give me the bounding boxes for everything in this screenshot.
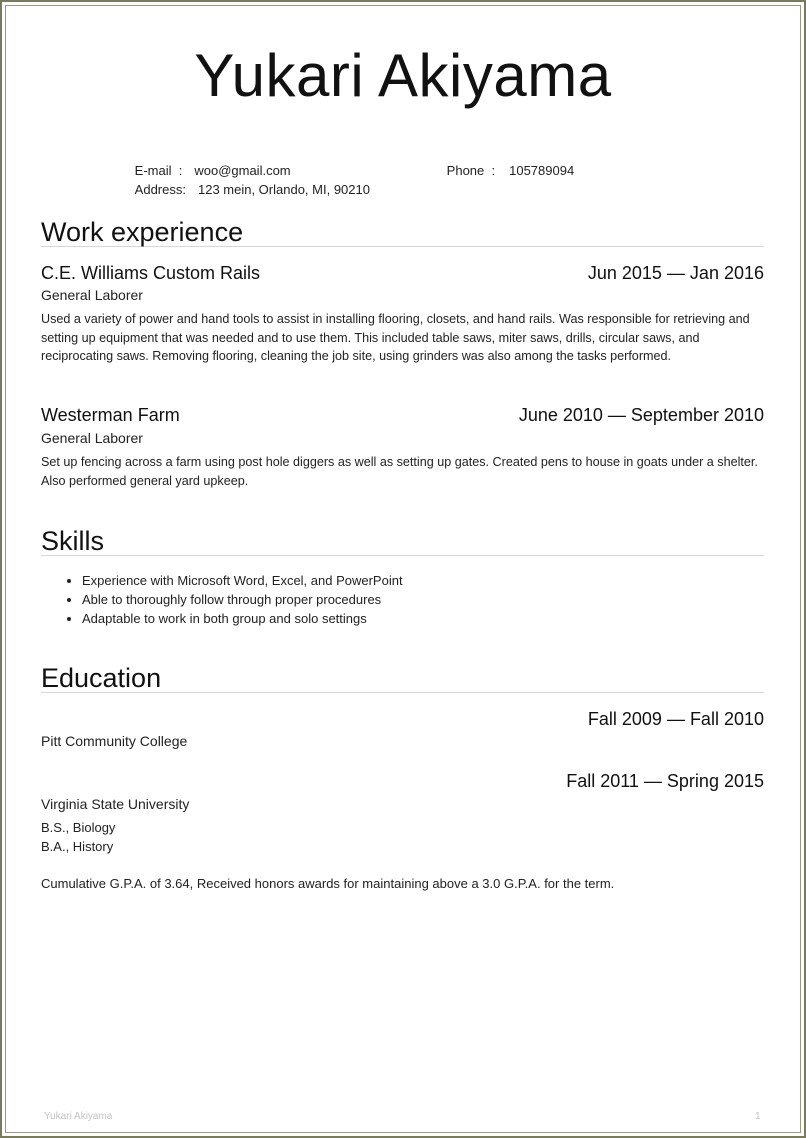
phone-line <box>425 144 574 198</box>
footer-page-number: 1 <box>755 1111 761 1122</box>
email-label: E-mail : <box>134 163 183 178</box>
section-title-education: Education <box>41 662 764 693</box>
education-dates: Fall 2009 — Fall 2010 <box>587 709 764 729</box>
job-role: General Laborer <box>41 287 143 303</box>
address-label: Address: <box>134 182 186 197</box>
phone-value: 105789094 <box>509 163 575 178</box>
job-description: Used a variety of power and hand tools to assist in installing flooring, closets, and hand rails. Was responsible for retrieving and setting up equipment that was needed and to use them. This included table saws, miter saws, drills, circular saws, and reciprocating saws. Removing flooring, cleaning the job site, using grinders was also among the tasks performed. <box>41 312 750 363</box>
footer-name: Yukari Akiyama <box>44 1111 113 1122</box>
skill-item: • Able to thoroughly follow through proper procedures <box>82 590 403 609</box>
section-title-skills: Skills <box>41 525 764 556</box>
education-degree: B.S., Biology <box>41 820 116 835</box>
job-company: C.E. Williams Custom Rails <box>41 263 261 283</box>
address-value: 123 mein, Orlando, MI, 90210 <box>197 182 370 197</box>
skills-list <box>60 571 403 628</box>
education-school: Pitt Community College <box>41 733 188 749</box>
education-school: Virginia State University <box>41 796 190 812</box>
skill-item: • Adaptable to work in both group and solo settings <box>82 609 403 628</box>
education-dates: Fall 2011 — Spring 2015 <box>566 771 764 791</box>
education-degree: B.A., History <box>41 839 114 854</box>
job-description: Set up fencing across a farm using post hole diggers as well as setting up gates. Created pens to house in goats under a shelter. Also performed general yard upkeep. <box>41 455 758 488</box>
section-title-work: Work experience <box>41 216 764 247</box>
job-dates: Jun 2015 — Jan 2016 <box>587 263 764 283</box>
address-line <box>113 163 370 217</box>
job-dates: June 2010 — September 2010 <box>518 405 764 425</box>
email-value: woo@gmail.com <box>194 163 291 178</box>
job-company: Westerman Farm <box>41 405 180 425</box>
phone-label: Phone : <box>446 163 496 178</box>
education-note: Cumulative G.P.A. of 3.64, Received honors awards for maintaining above a 3.0 G.P.A. for the term. <box>41 876 615 891</box>
resume-name: Yukari Akiyama <box>194 42 612 109</box>
skill-item: • Experience with Microsoft Word, Excel, and PowerPoint <box>82 571 403 590</box>
job-role: General Laborer <box>41 430 143 446</box>
